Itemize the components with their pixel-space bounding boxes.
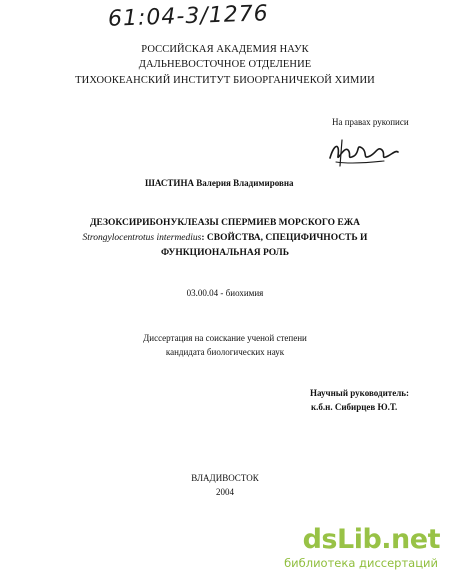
degree-line-1: Диссертация на соискание ученой степени: [143, 333, 307, 343]
handwritten-signature: [326, 136, 400, 170]
supervisor-name: к.б.н. Сибирцев Ю.Т.: [311, 402, 398, 412]
watermark-logo: dsLib.net: [302, 524, 440, 555]
archive-stamp-code: 61:04-3/1276: [107, 1, 270, 32]
title-line-3: ФУНКЦИОНАЛЬНАЯ РОЛЬ: [161, 248, 289, 258]
degree-line-2: кандидата биологических наук: [165, 347, 285, 357]
specialty-code: 03.00.04 - биохимия: [186, 288, 264, 298]
manuscript-rights-note: На правах рукописи: [332, 117, 409, 127]
city: ВЛАДИВОСТОК: [191, 473, 259, 483]
title-line-2-rest: : СВОЙСТВА, СПЕЦИФИЧНОСТЬ И: [201, 233, 368, 243]
watermark-subtitle: библиотека диссертаций: [284, 556, 438, 570]
species-name: Strongylocentrotus intermedius: [82, 233, 202, 243]
organization-line-1: РОССИЙСКАЯ АКАДЕМИЯ НАУК: [141, 44, 309, 55]
year: 2004: [216, 487, 234, 497]
supervisor-label: Научный руководитель:: [310, 388, 409, 398]
title-line-1: ДЕЗОКСИРИБОНУКЛЕАЗЫ СПЕРМИЕВ МОРСКОГО ЕЖА: [89, 218, 361, 228]
title-line-2: [0, 233, 450, 243]
organization-line-2: ДАЛЬНЕВОСТОЧНОЕ ОТДЕЛЕНИЕ: [138, 59, 312, 70]
organization-line-3: ТИХООКЕАНСКИЙ ИНСТИТУТ БИООРГАНИЧЕКОЙ ХИМИИ: [75, 75, 375, 86]
author-name: ШАСТИНА Валерия Владимировна: [145, 178, 294, 188]
